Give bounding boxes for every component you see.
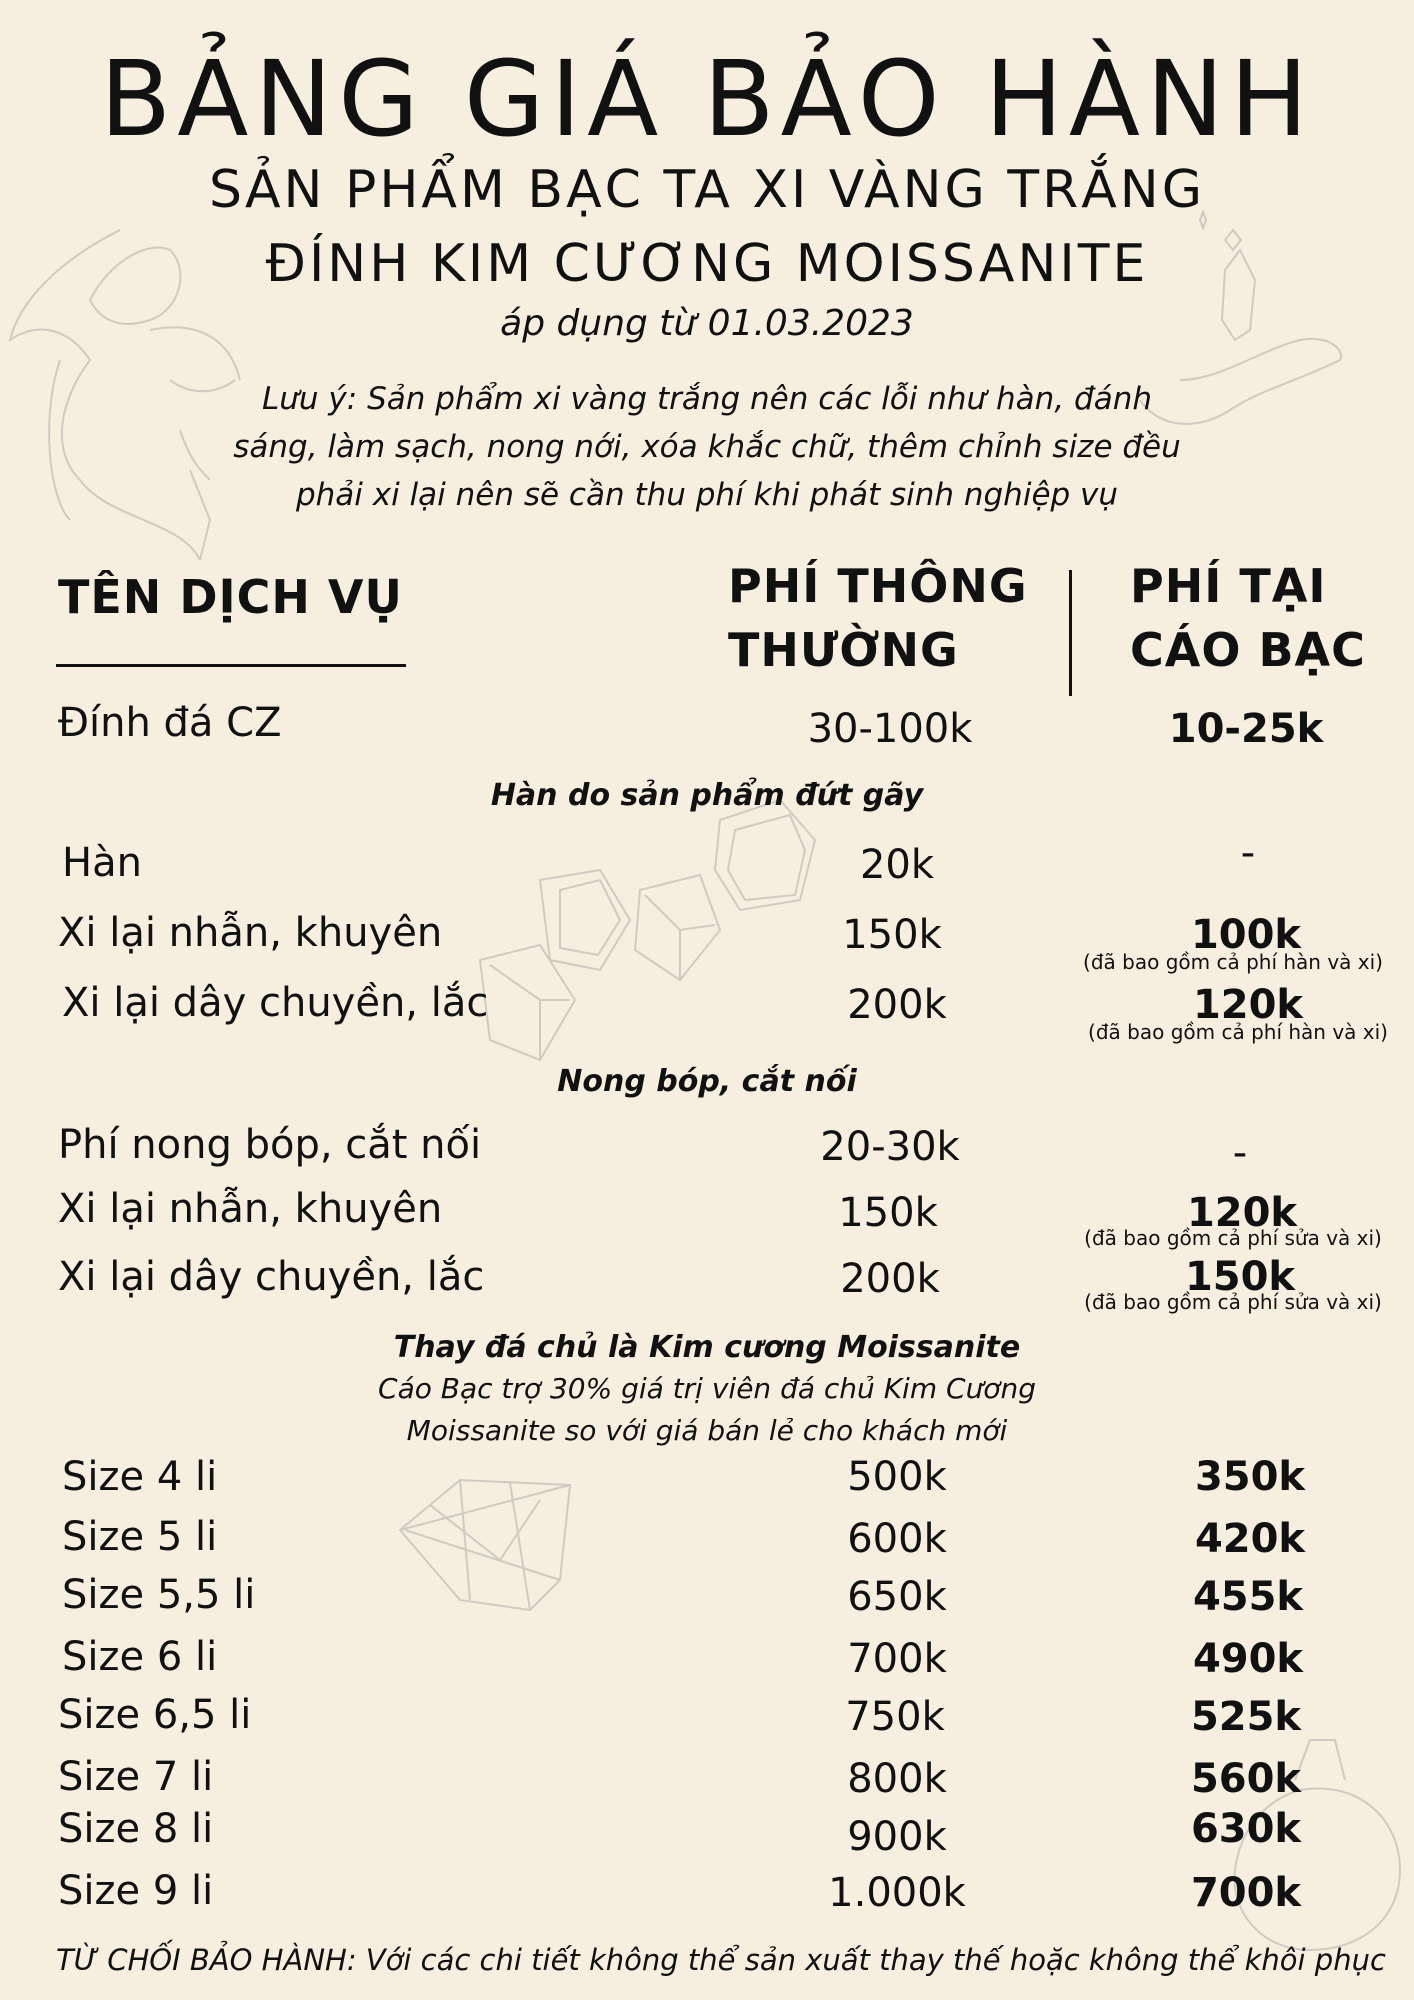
table-row-regular: 150k [842, 912, 942, 958]
subtitle-line-2: ĐÍNH KIM CƯƠNG MOISSANITE [265, 234, 1149, 294]
table-row-regular: 20-30k [820, 1124, 960, 1170]
table-row-regular: 20k [859, 842, 935, 888]
warranty-disclaimer: TỪ CHỐI BẢO HÀNH: Với các chi tiết không thể sản xuất thay thế hoặc không thể khôi phục [56, 1943, 1386, 1977]
section-title-stone: Thay đá chủ là Kim cương Moissanite [393, 1330, 1021, 1365]
diamond-line-art-icon [400, 1480, 570, 1610]
table-row-name: Xi lại nhẫn, khuyên [58, 1186, 443, 1232]
table-row-store: 525k [1190, 1694, 1302, 1740]
row-regular-cz: 30-100k [807, 706, 973, 752]
table-row-store: 120k [1186, 1190, 1298, 1236]
table-row-name: Phí nong bóp, cắt nối [58, 1122, 482, 1168]
row-store-cz: 10-25k [1168, 706, 1324, 752]
table-row-name: Size 5 li [62, 1514, 218, 1560]
table-row-regular: 900k [847, 1814, 947, 1860]
notice-text: Lưu ý: Sản phẩm xi vàng trắng nên các lỗi như hàn, đánh sáng, làm sạch, nong nới, xóa khắc chữ, thêm chỉnh size đều phải xi lại nên sẽ cần thu phí khi phát sinh nghiệp vụ [233, 381, 1181, 513]
table-row-store: 490k [1192, 1636, 1304, 1682]
section-title-welding: Hàn do sản phẩm đứt gãy [490, 778, 924, 813]
table-row-store: 560k [1190, 1756, 1302, 1802]
header-underline [56, 664, 406, 667]
table-row-regular: 650k [847, 1574, 947, 1620]
table-row-regular: 200k [847, 982, 947, 1028]
table-row-regular: 200k [840, 1256, 940, 1302]
table-row-store: 350k [1194, 1454, 1306, 1500]
table-row-name: Size 9 li [58, 1868, 214, 1914]
table-row-store-note: (đã bao gồm cả phí hàn và xi) [1088, 1020, 1388, 1044]
table-row-name: Xi lại dây chuyền, lắc [58, 1254, 485, 1300]
table-row-store-note: (đã bao gồm cả phí sửa và xi) [1084, 1226, 1382, 1250]
table-row-name: Size 8 li [58, 1806, 214, 1852]
page-title: BẢNG GIÁ BẢO HÀNH [99, 38, 1315, 160]
table-row-store: 100k [1190, 912, 1302, 958]
header-regular-fee-line-2: THƯỜNG [728, 623, 959, 677]
table-row-regular: 150k [838, 1190, 938, 1236]
table-row-store: 630k [1190, 1806, 1302, 1852]
table-row-name: Size 5,5 li [62, 1572, 256, 1618]
header-divider [1069, 570, 1072, 696]
table-row-name: Size 4 li [62, 1454, 218, 1500]
table-row-name: Xi lại nhẫn, khuyên [58, 910, 443, 956]
header-store-fee-line-2: CÁO BẠC [1130, 623, 1366, 677]
table-row-store: 420k [1194, 1516, 1306, 1562]
table-row-store: - [1240, 830, 1256, 876]
table-row-store-note: (đã bao gồm cả phí hàn và xi) [1083, 950, 1383, 974]
table-row-store: 150k [1184, 1254, 1296, 1300]
table-row-regular: 800k [847, 1756, 947, 1802]
table-row-store: 455k [1192, 1574, 1304, 1620]
section-title-resizing: Nong bóp, cắt nối [557, 1064, 857, 1099]
table-row-store: - [1232, 1130, 1248, 1176]
header-store-fee-line-1: PHÍ TẠI [1130, 559, 1327, 613]
table-row-name: Hàn [62, 840, 142, 886]
table-row-regular: 750k [845, 1694, 945, 1740]
table-row-store: 700k [1190, 1870, 1302, 1916]
section-stone-note-line-1: Cáo Bạc trợ 30% giá trị viên đá chủ Kim Cương [378, 1372, 1036, 1405]
row-name-cz: Đính đá CZ [58, 700, 282, 746]
table-row-regular: 600k [847, 1516, 947, 1562]
table-row-store-note: (đã bao gồm cả phí sửa và xi) [1084, 1290, 1382, 1314]
gem-outline-icon [635, 875, 720, 980]
table-row-name: Size 7 li [58, 1754, 214, 1800]
table-row-regular: 700k [847, 1636, 947, 1682]
subtitle-line-1: SẢN PHẨM BẠC TA XI VÀNG TRẮNG [208, 160, 1206, 220]
section-stone-note-line-2: Moissanite so với giá bán lẻ cho khách mới [406, 1414, 1008, 1447]
header-regular-fee-line-1: PHÍ THÔNG [728, 559, 1028, 613]
table-row-name: Size 6,5 li [58, 1692, 252, 1738]
table-row-store: 120k [1192, 982, 1304, 1028]
header-service-name: TÊN DỊCH VỤ [58, 570, 403, 624]
gem-outline-icon [540, 870, 630, 970]
table-row-name: Xi lại dây chuyền, lắc [62, 980, 489, 1026]
table-row-regular: 1.000k [828, 1870, 966, 1916]
table-row-name: Size 6 li [62, 1634, 218, 1680]
effective-date: áp dụng từ 01.03.2023 [500, 303, 914, 344]
table-row-regular: 500k [847, 1454, 947, 1500]
